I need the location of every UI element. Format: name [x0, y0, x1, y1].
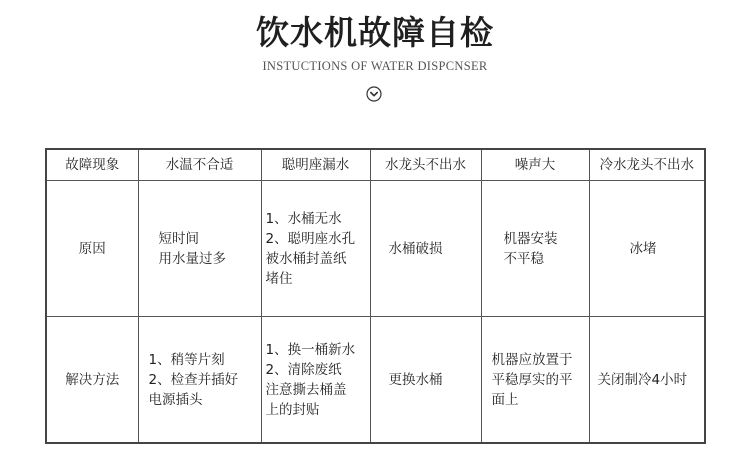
page-title: 饮水机故障自检	[256, 13, 494, 52]
column-header-smart-seat-leak: 聪明座漏水	[261, 149, 370, 181]
chevron-down-circle-icon	[366, 86, 382, 102]
fault-table	[45, 148, 706, 444]
table-cell: 冰堵	[589, 181, 705, 317]
column-header-faucet-no-water: 水龙头不出水	[370, 149, 481, 181]
table-cell: 关闭制冷4小时	[589, 317, 705, 444]
table-cell: 机器应放置于 平稳厚实的平 面上	[481, 317, 589, 444]
table-row-cause	[46, 181, 705, 317]
column-header-cold-faucet-no-water: 冷水龙头不出水	[589, 149, 705, 181]
column-header-noise: 噪声大	[481, 149, 589, 181]
page-subtitle: INSTUCTIONS OF WATER DISPCNSER	[262, 59, 488, 73]
table-cell: 短时间 用水量过多	[138, 181, 261, 317]
table-row-solution	[46, 317, 705, 444]
table-cell: 更换水桶	[370, 317, 481, 444]
table-cell: 1、换一桶新水 2、清除废纸 注意撕去桶盖 上的封贴	[261, 317, 370, 444]
table-cell: 1、水桶无水 2、聪明座水孔 被水桶封盖纸 堵住	[261, 181, 370, 317]
table-cell: 1、稍等片刻 2、检查并插好 电源插头	[138, 317, 261, 444]
table-header-row	[46, 149, 705, 181]
column-header-symptom: 故障现象	[46, 149, 138, 181]
table-cell: 水桶破损	[370, 181, 481, 317]
table-cell: 机器安装 不平稳	[481, 181, 589, 317]
row-header-cause: 原因	[46, 181, 138, 317]
row-header-solution: 解决方法	[46, 317, 138, 444]
column-header-water-temp: 水温不合适	[138, 149, 261, 181]
